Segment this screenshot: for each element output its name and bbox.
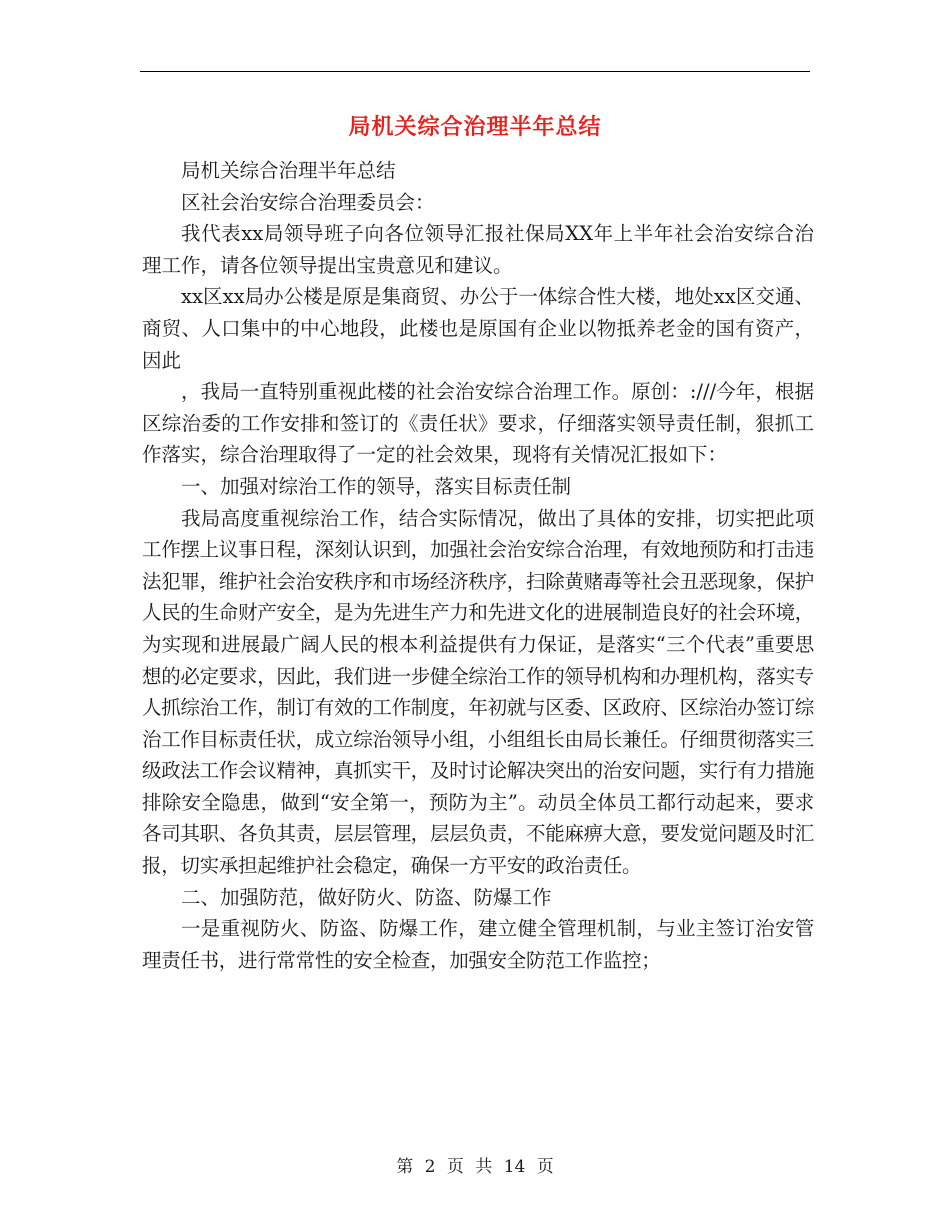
paragraph-section-1: 我局高度重视综治工作，结合实际情况，做出了具体的安排，切实把此项工作摆上议事日程，深刻认识到，加强社会治安综合治理，有效地预防和打击违法犯罪，维护社会治安秩序和市场经济秩序，扫除黄赌毒等社会丑恶现象，保护人民的生命财产安全，是为先进生产力和先进文化的进展制造良好的社会环境，为实现和进展最广阔人民的根本利益提供有力保证，是落实“三个代表”重要思想的必定要求，因此，我们进一步健全综治工作的领导机构和办理机构，落实专人抓综治工作，制订有效的工作制度，年初就与区委、区政府、区综治办签订综治工作目标责任状，成立综治领导小组，小组组长由局长兼任。仔细贯彻落实三级政法工作会议精神，真抓实干，及时讨论解决突出的治安问题，实行有力措施排除安全隐患，做到“安全第一，预防为主”。动员全体员工都行动起来，要求各司其职、各负其责，层层管理，层层负责，不能麻痹大意，要发觉问题及时汇报，切实承担起维护社会稳定，确保一方平安的政治责任。 [142, 506, 815, 878]
document-title: 局机关综合治理半年总结 [348, 115, 602, 140]
paragraph-addressee: 区社会治安综合治理委员会： [181, 190, 435, 214]
paragraph-building: xx区xx局办公楼是原是集商贸、办公于一体综合性大楼，地处xx区交通、商贸、人口集中的中心地段，此楼也是原国有企业以物抵养老金的国有资产，因此 [142, 285, 814, 372]
header-rule [140, 71, 810, 72]
paragraph-overview: ，我局一直特别重视此楼的社会治安综合治理工作。原创：:///今年，根据区综治委的工作安排和签订的《责任状》要求，仔细落实领导责任制，狠抓工作落实，综合治理取得了一定的社会效果，现将有关情况汇报如下： [142, 380, 814, 467]
paragraph-intro: 我代表xx局领导班子向各位领导汇报社保局XX年上半年社会治安综合治理工作，请各位领导提出宝贵意见和建议。 [142, 222, 814, 277]
paragraph-heading: 局机关综合治理半年总结 [181, 159, 396, 182]
paragraph-section-2: 一是重视防火、防盗、防爆工作，建立健全管理机制，与业主签订治安管理责任书，进行常常性的安全检查，加强安全防范工作监控； [142, 917, 814, 972]
document-body [142, 155, 814, 976]
section-heading-2: 二、加强防范，做好防火、防盗、防爆工作 [181, 885, 552, 909]
page-number: 第 2 页 共 14 页 [396, 1157, 554, 1177]
section-heading-1: 一、加强对综治工作的领导，落实目标责任制 [181, 474, 572, 498]
